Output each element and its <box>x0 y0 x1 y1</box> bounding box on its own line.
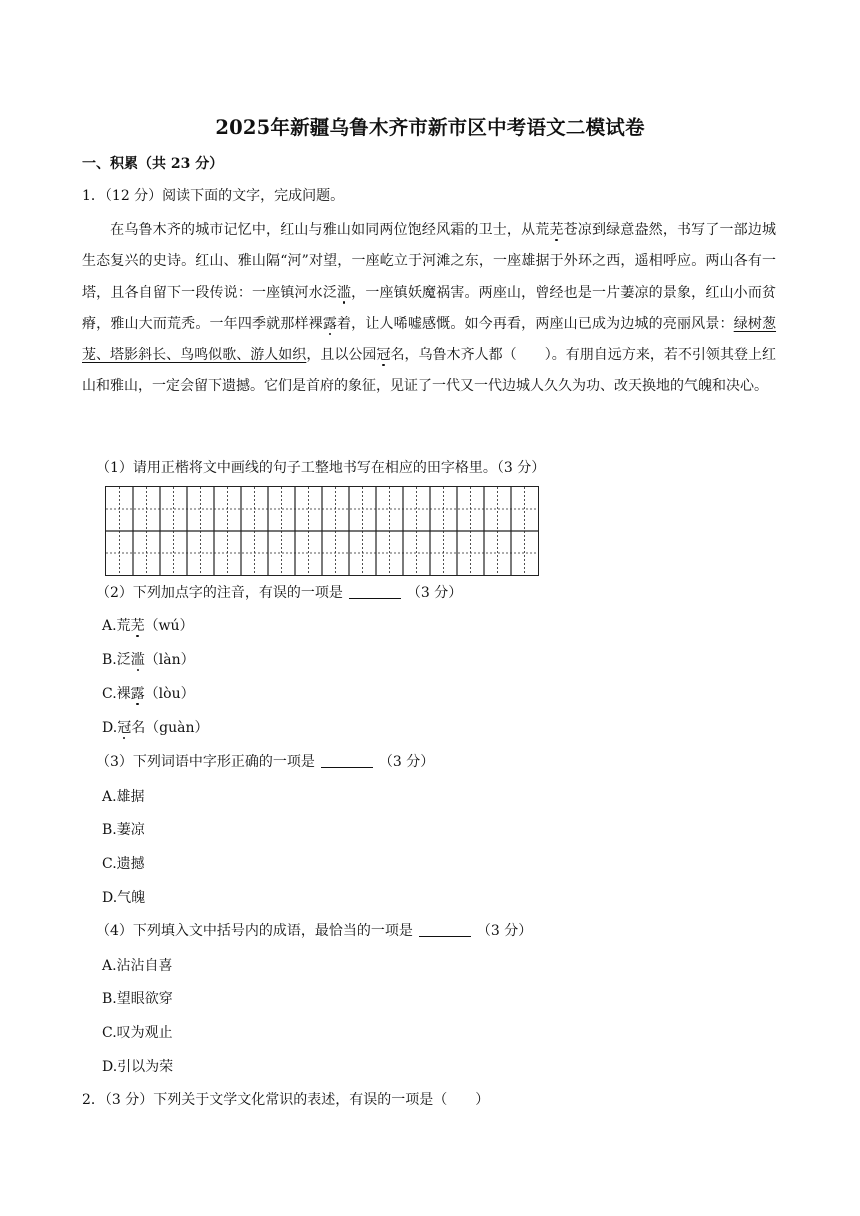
option-4c: C.叹为观止 <box>102 1025 173 1041</box>
answer-blank[interactable] <box>349 584 401 599</box>
option-text: A.荒 <box>102 618 131 634</box>
option-2d <box>102 718 209 738</box>
sub-question-4 <box>96 921 532 941</box>
option-text: C.裸 <box>102 686 131 702</box>
option-text: 名（guàn） <box>131 720 209 736</box>
option-3d: D.气魄 <box>102 890 146 906</box>
exam-title: 2025年新疆乌鲁木齐市新市区中考语文二模试卷 <box>215 116 645 139</box>
sub-question-3 <box>96 752 434 772</box>
dotted-char: 露 <box>322 315 338 332</box>
option-2b <box>102 650 195 670</box>
option-2a <box>102 616 194 636</box>
option-text: （làn） <box>144 652 195 668</box>
option-text: D. <box>102 720 118 736</box>
dotted-char: 冠 <box>117 720 132 736</box>
score-text: （3 分） <box>476 923 533 939</box>
option-3b: B.萋凉 <box>102 822 145 838</box>
option-3a: A.雄据 <box>102 789 145 805</box>
sub-question-text: （2）下列加点字的注音，有误的一项是 <box>96 585 343 601</box>
option-text: B.泛 <box>102 652 131 668</box>
dotted-char: 芜 <box>549 222 564 238</box>
passage-text: 在乌鲁木齐的城市记忆中，红山与雅山如同两位饱经风霜的卫士，从荒 <box>110 222 550 238</box>
sub-question-2 <box>96 583 462 603</box>
sub-question-1: （1）请用正楷将文中画线的句子工整地书写在相应的田字格里。（3 分） <box>96 460 546 476</box>
grid-lines <box>106 487 538 575</box>
option-text: （wú） <box>144 618 194 634</box>
score-text: （3 分） <box>378 754 435 770</box>
section-heading: 一、积累（共 23 分） <box>82 156 224 172</box>
passage-text: 着，让人唏嘘感慨。如今再看，两座山已成为边城的亮丽风景： <box>337 315 734 332</box>
dotted-char: 冠 <box>376 347 391 364</box>
passage-text: 名，乌鲁木齐人都（ ）。有朋自远方来，若不引领其登上红山和雅山，一定会留下遗撼。它们是首府的象征，见证了一代又一代边城人久久为功、改天换地的气魄和决心。 <box>82 347 777 395</box>
answer-blank[interactable] <box>321 753 373 768</box>
reading-passage <box>82 215 776 403</box>
option-text: （lòu） <box>144 686 195 702</box>
option-4a: A.沾沾自喜 <box>102 958 173 974</box>
option-2c <box>102 684 195 704</box>
sub-question-text: （3）下列词语中字形正确的一项是 <box>96 754 315 770</box>
question-1-stem: 1．（12 分）阅读下面的文字，完成问题。 <box>82 188 345 204</box>
option-3c: C.遗撼 <box>102 856 145 872</box>
sub-question-text: （4）下列填入文中括号内的成语，最恰当的一项是 <box>96 923 413 939</box>
dotted-char: 滥 <box>130 652 145 668</box>
option-4d: D.引以为荣 <box>102 1059 174 1075</box>
question-2-stem: 2．（3 分）下列关于文学文化常识的表述，有误的一项是（ ） <box>82 1092 490 1108</box>
passage-text: ，且以公园 <box>306 347 377 364</box>
dotted-char: 芜 <box>130 618 145 634</box>
passage-text: 苍凉到绿意盎然，书写了一部边城生态复兴的史诗。红山、雅山隔“河”对望，一座屹立于河滩之东，一座雄据于外环之西，遥相呼应。两山各有一塔，且各自留下一段传说：一座镇河水泛 <box>82 222 777 301</box>
underlined-sentence: 绿树葱茏、塔影斜长、鸟鸣似歌、游人如织 <box>82 315 777 364</box>
tianzige-writing-grid[interactable] <box>105 486 539 576</box>
option-4b: B.望眼欲穿 <box>102 991 173 1007</box>
dotted-char: 露 <box>130 686 145 702</box>
answer-blank[interactable] <box>419 922 471 937</box>
dotted-char: 滥 <box>337 284 352 301</box>
score-text: （3 分） <box>406 585 463 601</box>
passage-text: ，一座镇妖魔祸害。两座山，曾经也是一片萋凉的景象，红山小而贫瘠，雅山大而荒秃。一年四季就那样裸 <box>82 284 777 332</box>
